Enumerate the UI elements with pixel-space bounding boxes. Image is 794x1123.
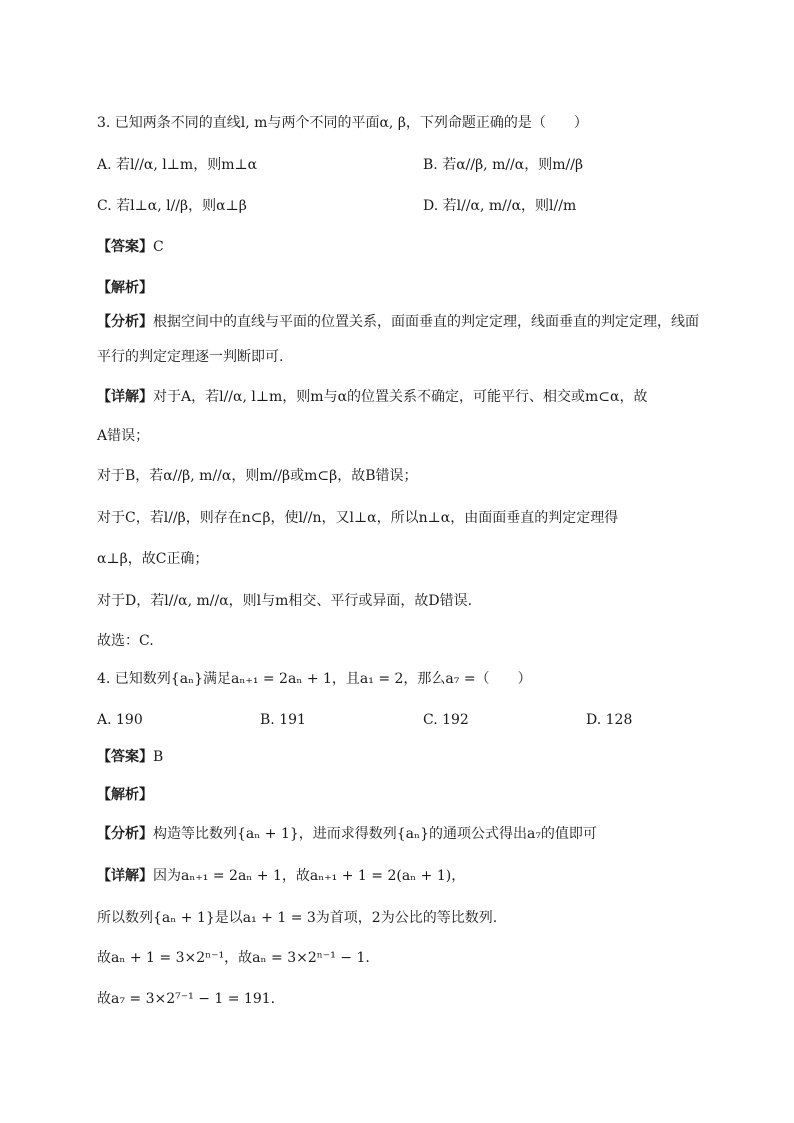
q4-option-b: B. 191	[260, 712, 306, 728]
q3-choose: 故选：C.	[97, 633, 154, 649]
q4-detail-4: 故a₇ = 3×2⁷⁻¹ − 1 = 191.	[97, 991, 276, 1007]
q3-detail-3: 对于B，若α//β, m//α，则m//β或m⊂β，故B错误；	[97, 468, 418, 484]
q3-detail-5: α⊥β，故C正确；	[97, 551, 209, 567]
q4-analysis-tag	[97, 785, 153, 805]
answer-tag: 【答案】	[97, 749, 153, 765]
q4-detail-3: 故aₙ + 1 = 3×2ⁿ⁻¹，故aₙ = 3×2ⁿ⁻¹ − 1.	[97, 950, 370, 966]
q3-option-b: B. 若α//β, m//α，则m//β	[423, 157, 584, 173]
q4-option-a: A. 190	[97, 712, 143, 728]
detail-text-1: 因为aₙ₊₁ = 2aₙ + 1，故aₙ₊₁ + 1 = 2(aₙ + 1)，	[153, 868, 466, 884]
q4-option-c: C. 192	[423, 712, 469, 728]
fenxi-tag: 【分析】	[97, 314, 153, 330]
fenxi-text-1: 构造等比数列{aₙ + 1}，进而求得数列{aₙ}的通项公式得出a₇的值即可	[153, 826, 597, 842]
q4-detail-2: 所以数列{aₙ + 1}是以a₁ + 1 = 3为首项，2为公比的等比数列.	[97, 910, 498, 926]
q4-answer	[97, 747, 163, 767]
answer-value: C	[153, 239, 164, 255]
detail-tag: 【详解】	[97, 389, 153, 405]
q4-stem: 4. 已知数列{aₙ}满足aₙ₊₁ = 2aₙ + 1，且a₁ = 2，那么a₇ =（ ）	[97, 671, 532, 687]
q3-detail-2: A错误；	[97, 428, 150, 444]
q3-fenxi	[97, 312, 699, 332]
q3-stem: 3. 已知两条不同的直线l, m与两个不同的平面α, β，下列命题正确的是（ ）	[97, 115, 588, 131]
q3-option-d: D. 若l//α, m//α，则l//m	[423, 198, 577, 214]
q3-option-c: C. 若l⊥α, l//β，则α⊥β	[97, 198, 247, 214]
q3-detail-6: 对于D，若l//α, m//α，则l与m相交、平行或异面，故D错误.	[97, 593, 473, 609]
analysis-tag: 【解析】	[97, 280, 153, 296]
q3-fenxi-cont: 平行的判定定理逐一判断即可.	[97, 349, 284, 365]
answer-tag: 【答案】	[97, 239, 153, 255]
q3-analysis-tag	[97, 278, 153, 298]
q3-option-a: A. 若l//α, l⊥m，则m⊥α	[97, 157, 258, 173]
detail-tag: 【详解】	[97, 868, 153, 884]
analysis-tag: 【解析】	[97, 787, 153, 803]
q4-fenxi	[97, 824, 597, 844]
fenxi-tag: 【分析】	[97, 826, 153, 842]
q4-option-d: D. 128	[586, 712, 633, 728]
fenxi-text-1: 根据空间中的直线与平面的位置关系，面面垂直的判定定理，线面垂直的判定定理，线面	[153, 314, 699, 330]
q3-detail-4: 对于C，若l//β，则存在n⊂β，使l//n，又l⊥α，所以n⊥α，由面面垂直的判定定理得	[97, 510, 619, 526]
q4-detail	[97, 866, 465, 886]
detail-text-1: 对于A，若l//α, l⊥m，则m与α的位置关系不确定，可能平行、相交或m⊂α，故	[153, 389, 648, 405]
q3-answer	[97, 237, 164, 257]
q3-detail	[97, 387, 647, 407]
answer-value: B	[153, 749, 164, 765]
